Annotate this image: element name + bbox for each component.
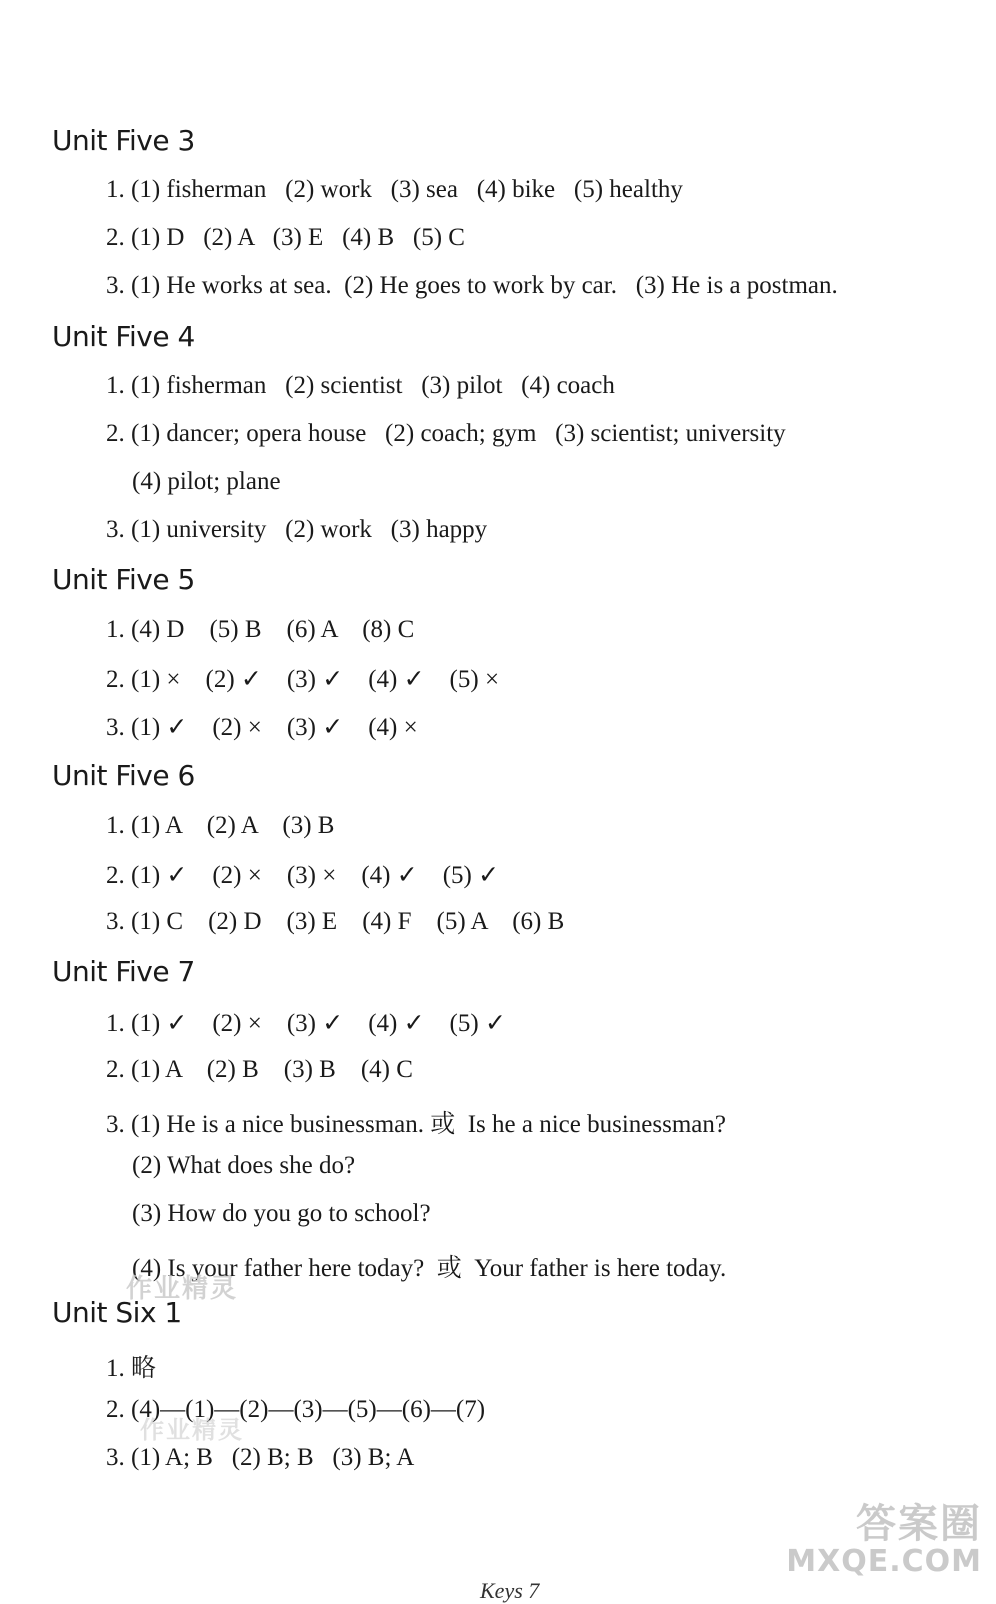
answer-line: 2. (1) D (2) A (3) E (4) B (5) C xyxy=(106,224,465,251)
answer-line: 3. (1) A; B (2) B; B (3) B; A xyxy=(106,1444,415,1471)
answer-line: 3. (1) ✓ (2) × (3) ✓ (4) × xyxy=(106,714,418,741)
answer-line: 2. (1) A (2) B (3) B (4) C xyxy=(106,1056,413,1083)
answer-line: 1. (1) ✓ (2) × (3) ✓ (4) ✓ (5) ✓ xyxy=(106,1010,506,1037)
unit-heading: Unit Five 7 xyxy=(52,955,195,988)
answer-line: (3) How do you go to school? xyxy=(132,1200,431,1227)
answer-line: 2. (1) × (2) ✓ (3) ✓ (4) ✓ (5) × xyxy=(106,666,500,693)
answer-line: 1. (4) D (5) B (6) A (8) C xyxy=(106,616,415,643)
answer-line: 3. (1) He works at sea. (2) He goes to work by car. (3) He is a postman. xyxy=(106,272,838,299)
answer-line: (2) What does she do? xyxy=(132,1152,356,1179)
unit-heading: Unit Five 6 xyxy=(52,759,195,792)
answer-line: 3. (1) C (2) D (3) E (4) F (5) A (6) B xyxy=(106,908,565,935)
watermark-text: 作业精灵 xyxy=(140,1416,244,1444)
answer-line: 1. (1) A (2) A (3) B xyxy=(106,812,335,839)
answer-line: 2. (4)—(1)—(2)—(3)—(5)—(6)—(7) xyxy=(106,1396,486,1423)
unit-heading: Unit Five 4 xyxy=(52,320,195,353)
page-number: Keys 7 xyxy=(480,1578,540,1603)
unit-heading: Unit Five 5 xyxy=(52,563,195,596)
answer-line: 3. (1) university (2) work (3) happy xyxy=(106,516,488,543)
unit-heading: Unit Six 1 xyxy=(52,1296,182,1329)
unit-heading: Unit Five 3 xyxy=(52,124,195,157)
answer-line: 3. (1) He is a nice businessman. 或 Is he a nice businessman? xyxy=(106,1111,726,1138)
watermark-text: 作业精灵 xyxy=(126,1274,239,1304)
brand-logo xyxy=(786,1488,988,1588)
answer-line: 2. (1) ✓ (2) × (3) × (4) ✓ (5) ✓ xyxy=(106,862,500,889)
answer-line: 1. (1) fisherman (2) scientist (3) pilot (4) coach xyxy=(106,372,615,399)
answer-line: 1. (1) fisherman (2) work (3) sea (4) bike (5) healthy xyxy=(106,176,683,203)
answer-line: 1. 略 xyxy=(106,1355,157,1382)
answer-line: (4) Is your father here today? 或 Your father is here today. xyxy=(132,1255,727,1282)
answer-line: (4) pilot; plane xyxy=(132,468,281,495)
brand-logo-url: MXQE.COM xyxy=(786,1544,982,1579)
brand-logo-text: 答案圈 xyxy=(856,1501,982,1547)
answer-line: 2. (1) dancer; opera house (2) coach; gym (3) scientist; university xyxy=(106,420,786,447)
